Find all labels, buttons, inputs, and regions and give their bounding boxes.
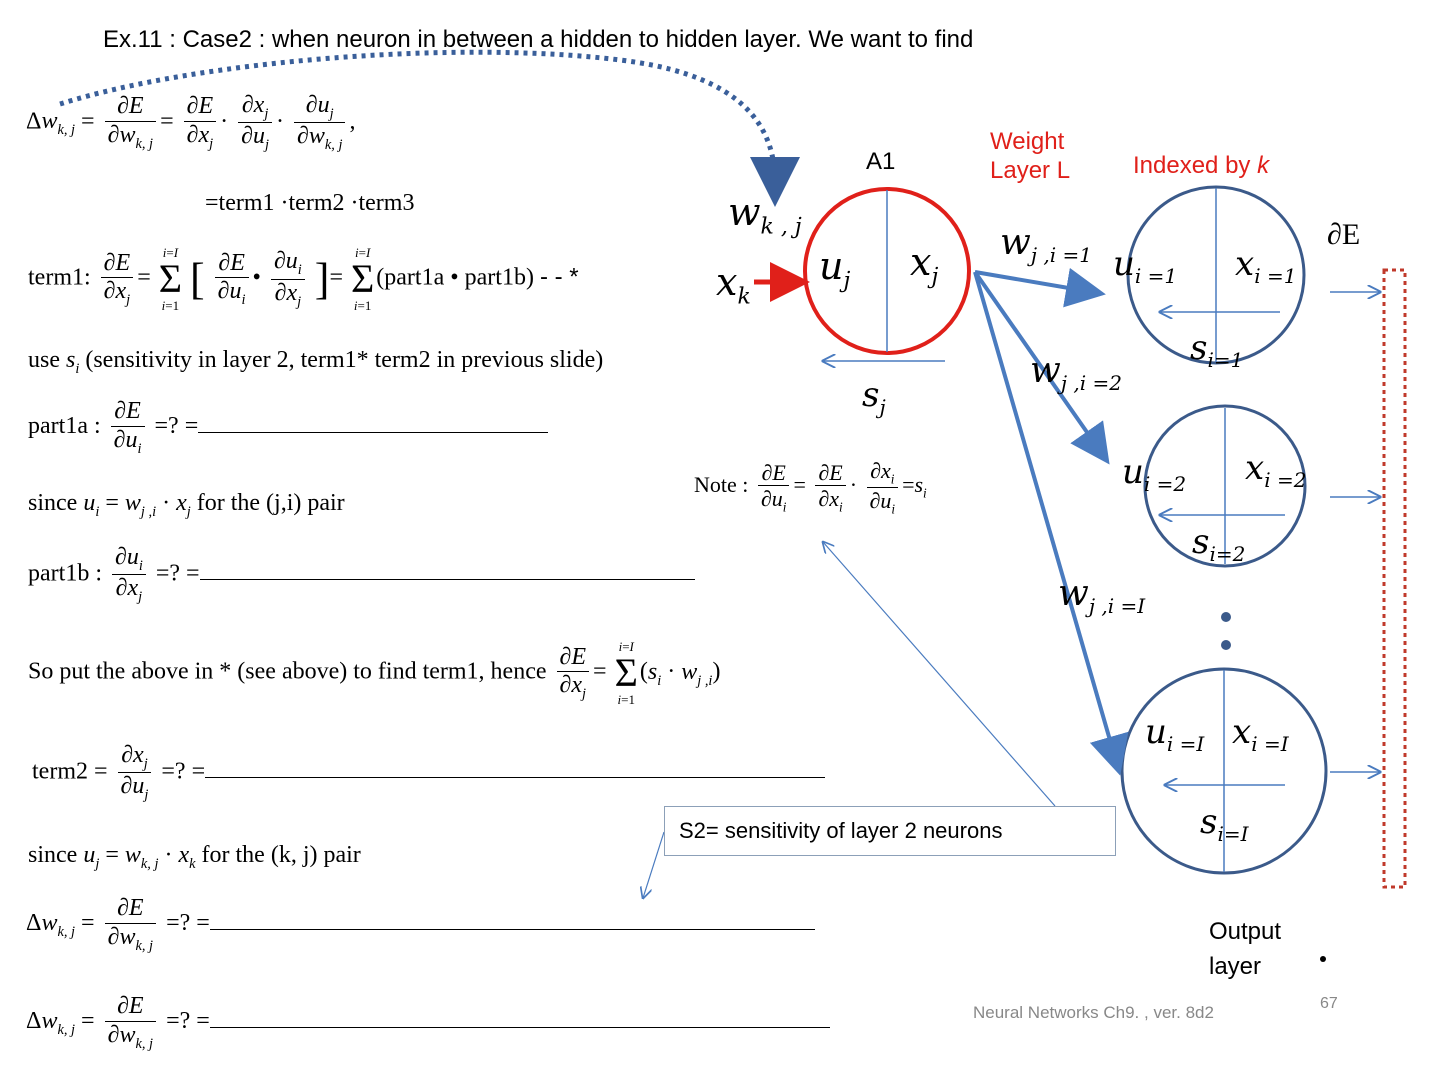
term2-equation: term2 = $\frac{\partial x_j}{\partial u_j}$ =? =: [32, 742, 825, 804]
sensitivity-pointer: [823, 542, 1055, 806]
a1-label: A1: [866, 148, 896, 175]
x-i1-label: $x_{i =1}$: [1235, 244, 1297, 288]
footer-text: Neural Networks Ch9. , ver. 8d2: [973, 1003, 1214, 1022]
term1-equation: term1: $\frac{\partial E}{\partial x_j}$ = i=I Σ i=1 [ $\frac{\partial E}{\partial u_i}$ • $\frac{\partial u_i}{\partial x_j}$ ]= i=I Σ i=1(part1a • part1b) - - *: [28, 245, 579, 313]
s-i1-label: $s_{i=1}$: [1190, 328, 1244, 372]
note-equation: Note : $\frac{\partial E}{\partial u_i}$ = $\frac{\partial E}{\partial x_i}$ · $\frac{\partial x_i}{\partial u_i}$ $=s_i$: [694, 458, 927, 516]
term-product: =term1 ·term2 ·term3: [205, 190, 415, 216]
weight-arrow-1: [975, 272, 1098, 293]
w-j-iI-label: $w_{j ,i =I}$: [1058, 573, 1146, 619]
sensitivity-pointer-2: [643, 832, 664, 898]
sensitivity-box: S2= sensitivity of layer 2 neurons: [664, 806, 1116, 856]
weight-arrow-I: [975, 272, 1118, 768]
output-dot: [1320, 956, 1326, 962]
w-j-i2-label: $w_{j ,i =2}$: [1030, 350, 1122, 396]
use-si-line: use $s_i$ (sensitivity in layer 2, term1* term2 in previous slide): [28, 347, 604, 377]
dE-label: ∂E: [1327, 218, 1361, 251]
page-number: 67: [1320, 995, 1338, 1012]
x-i2-label: $x_{i =2}$: [1245, 448, 1307, 492]
part1b-equation: part1b : $\frac{\partial u_i}{\partial x_j}$ =? =: [28, 544, 695, 606]
w-kj-label: $w_{k , j}$: [728, 190, 802, 240]
w-j-i1-label: $w_{j ,i =1}$: [1000, 222, 1092, 268]
output-layer-label: Output layer: [1209, 918, 1282, 980]
since-uj-line: since $u_j = w_{k, j} \cdot x_k$ for the (k, j) pair: [28, 842, 361, 872]
x-iI-label: $x_{i =I}$: [1232, 712, 1289, 756]
dw-equation-3: $\Delta w_{k, j}$ = $\frac{\partial E}{\partial w_{k, j}}$ =? =: [26, 993, 830, 1052]
s-j-label: $s_j$: [862, 375, 886, 419]
u-iI-label: $u_{i =I}$: [1145, 712, 1205, 756]
indexed-by-label: Indexed by k: [1133, 152, 1270, 179]
u-i1-label: $u_{i =1}$: [1113, 244, 1178, 288]
weight-layer-label: Weight Layer L: [990, 128, 1071, 184]
since-ui-line: since $u_i = w_{j ,i} \cdot x_j$ for the (j,i) pair: [28, 490, 345, 520]
s-iI-label: $s_{i=I}$: [1200, 802, 1249, 846]
dw-equation-1: $\Delta w_{k, j}$ = $\frac{\partial E}{\partial w_{k, j}}$ = $\frac{\partial E}{\partial x_j}$ · $\frac{\partial x_j}{\partial u_j}$ · $\frac{\partial u_j}{\partial w_{k, j}}$ ,: [26, 92, 356, 154]
ellipsis-dot: [1221, 640, 1231, 650]
u-i2-label: $u_{i =2}$: [1122, 452, 1187, 496]
x-j-label: $x_j$: [910, 240, 939, 290]
ellipsis-dot: [1221, 612, 1231, 622]
part1a-equation: part1a : $\frac{\partial E}{\partial u_i}$ =? =: [28, 398, 548, 457]
s-i2-label: $s_{i=2}$: [1192, 522, 1246, 566]
slide-title: Ex.11 : Case2 : when neuron in between a hidden to hidden layer. We want to find: [103, 26, 974, 53]
x-k-label: $x_k$: [716, 260, 751, 310]
output-layer-box: [1384, 270, 1405, 887]
dw-equation-2: $\Delta w_{k, j}$ = $\frac{\partial E}{\partial w_{k, j}}$ =? =: [26, 895, 815, 954]
so-put-line: So put the above in * (see above) to find term1, hence $\frac{\partial E}{\partial x_j}$ = i=I Σ $i=1(s_i \cdot w_{j ,i})$: [28, 639, 721, 707]
u-j-label: $u_j$: [819, 244, 851, 294]
